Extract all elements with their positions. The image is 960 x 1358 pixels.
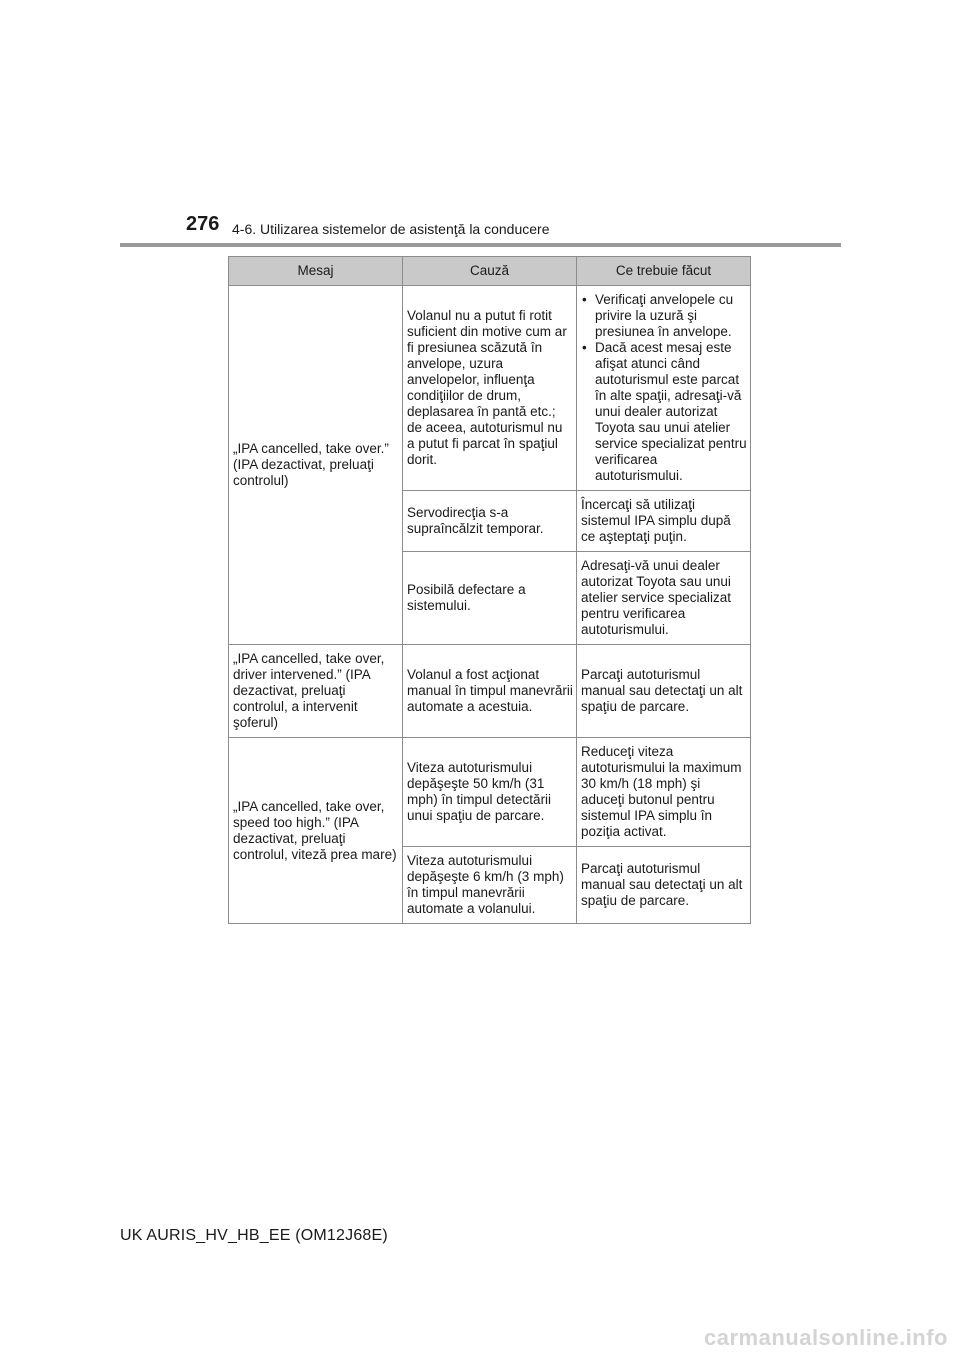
cause-cell: Volanul nu a putut fi rotit suficient din motive cum ar fi presiunea scăzută în anvelope, uzura anvelopelor, influenţa condiţiilor de drum, deplasarea în pantă etc.; de aceea, autoturismul nu a putut fi parcat în spaţiul dorit.: [403, 286, 577, 491]
table-row: [229, 738, 751, 847]
column-header-message: Mesaj: [229, 257, 403, 286]
cause-cell: Servodirecţia s-a supraîncălzit temporar.: [403, 491, 577, 552]
action-cell: Parcaţi autoturismul manual sau detectaţi un alt spaţiu de parcare.: [577, 645, 751, 738]
cause-cell: Volanul a fost acţionat manual în timpul manevrării automate a acestuia.: [403, 645, 577, 738]
cause-cell: Posibilă defectare a sistemului.: [403, 552, 577, 645]
message-cell: „IPA cancelled, take over, speed too high.” (IPA dezactivat, preluaţi controlul, viteză prea mare): [229, 738, 403, 924]
action-cell: Adresaţi-vă unui dealer autorizat Toyota sau unui atelier service specializat pentru verificarea autoturismului.: [577, 552, 751, 645]
message-cell: „IPA cancelled, take over, driver intervened.” (IPA dezactivat, preluaţi controlul, a intervenit şoferul): [229, 645, 403, 738]
message-cell: „IPA cancelled, take over.” (IPA dezactivat, preluaţi controlul): [229, 286, 403, 645]
column-header-action: Ce trebuie făcut: [577, 257, 751, 286]
table-header-row: [229, 257, 751, 286]
watermark: carmanualsonline.info: [704, 1325, 948, 1350]
action-bullet-item: • Dacă acest mesaj este afişat atunci când autoturismul este parcat în alte spaţii, adresaţi-vă unui dealer autorizat Toyota sau unui atelier service specializat pentru verificarea autoturismului.: [581, 340, 747, 484]
action-cell: Încercaţi să utilizaţi sistemul IPA simplu după ce aşteptaţi puţin.: [577, 491, 751, 552]
action-cell: [577, 286, 751, 491]
column-header-cause: Cauză: [403, 257, 577, 286]
section-title: 4-6. Utilizarea sistemelor de asistenţă la conducere: [232, 221, 550, 237]
cause-cell: Viteza autoturismului depăşeşte 6 km/h (3 mph) în timpul manevrării automate a volanului.: [403, 847, 577, 924]
messages-table: [228, 256, 751, 924]
cause-cell: Viteza autoturismului depăşeşte 50 km/h (31 mph) în timpul detectării unui spaţiu de parcare.: [403, 738, 577, 847]
table-row: [229, 286, 751, 491]
action-cell: Reduceţi viteza autoturismului la maximum 30 km/h (18 mph) şi aduceţi butonul pentru sistemul IPA simplu în poziţia activat.: [577, 738, 751, 847]
action-bullet-list: [581, 292, 747, 484]
table-row: [229, 645, 751, 738]
page-number: 276: [186, 213, 220, 235]
document-code: UK AURIS_HV_HB_EE (OM12J68E): [120, 1227, 388, 1244]
action-bullet-item: • Verificaţi anvelopele cu privire la uzură şi presiunea în anvelope.: [581, 292, 747, 340]
action-cell: Parcaţi autoturismul manual sau detectaţi un alt spaţiu de parcare.: [577, 847, 751, 924]
header-divider: [120, 243, 841, 247]
